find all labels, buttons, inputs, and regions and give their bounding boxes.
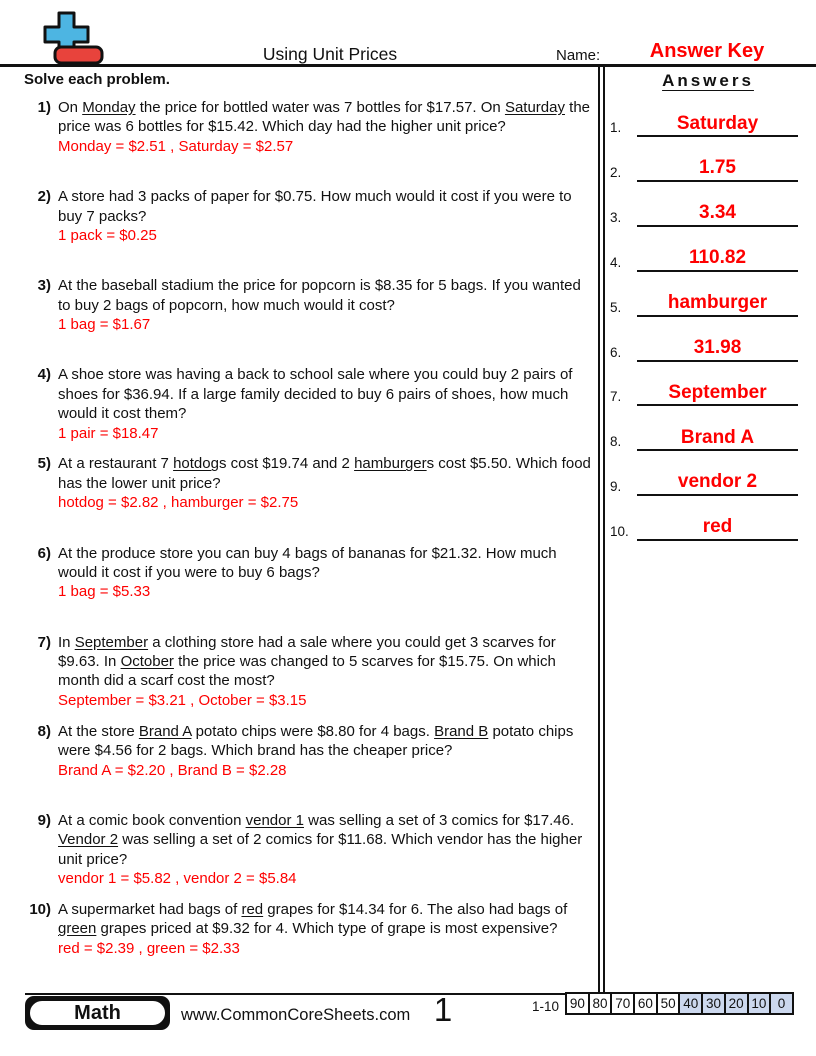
problem-number: 5) <box>37 455 51 473</box>
answer-slot-value: September <box>637 381 798 407</box>
problem-worked-answer: 1 pair = $18.47 <box>58 424 159 442</box>
problem-question: At the store Brand A potato chips were $8.80 for 4 bags. Brand B potato chips were $4.56 for 2 bags. Which brand has the cheaper price? <box>58 722 574 760</box>
problem-question: At a restaurant 7 hotdogs cost $19.74 and 2 hamburgers cost $5.50. Which food has the lower unit price? <box>58 455 591 492</box>
problem-row <box>28 722 596 780</box>
problem-row <box>28 900 596 958</box>
problem-question: At the produce store you can buy 4 bags of bananas for $21.32. How much would it cost if you were to buy 6 bags? <box>58 544 557 581</box>
answer-slot-value: hamburger <box>637 291 798 317</box>
answer-slot-number: 7. <box>610 389 622 405</box>
underlined-term: Vendor 2 <box>58 831 119 849</box>
answer-slot-value: vendor 2 <box>637 470 798 496</box>
math-subject-label: Math <box>28 999 167 1027</box>
problem-worked-answer: September = $3.21 , October = $3.15 <box>58 691 307 709</box>
problem-worked-answer: Brand A = $2.20 , Brand B = $2.28 <box>58 761 287 779</box>
score-cell: 30 <box>701 994 724 1013</box>
problem-number: 6) <box>37 544 51 562</box>
underlined-term: vendor 1 <box>245 811 304 829</box>
answer-slot-number: 8. <box>610 434 622 450</box>
problem-number: 1) <box>37 99 51 116</box>
answer-slot <box>610 109 798 137</box>
answer-slot <box>610 378 798 406</box>
problem-row <box>28 544 596 602</box>
answers-heading: Answers <box>662 71 754 90</box>
underlined-term: hotdog <box>173 455 219 473</box>
problem-number: 9) <box>37 811 51 829</box>
answer-slot <box>610 244 798 272</box>
problem-text <box>58 276 596 334</box>
problem-text <box>58 365 596 443</box>
problem-text <box>58 454 596 512</box>
answer-slot-value: 31.98 <box>637 336 798 362</box>
problem-row <box>28 365 596 443</box>
answer-slot-number: 10. <box>610 523 629 539</box>
website-text: www.CommonCoreSheets.com <box>181 1006 411 1024</box>
problem-row <box>28 454 596 512</box>
answer-slot-value: 3.34 <box>637 201 798 227</box>
problem-question: A supermarket had bags of red grapes for $14.34 for 6. The also had bags of green grapes priced at $9.32 for 4. Which type of grape is most expensive? <box>58 900 568 938</box>
answer-slot <box>610 513 798 541</box>
problem-text <box>58 544 596 602</box>
problem-number: 3) <box>37 277 51 295</box>
score-cell: 70 <box>610 994 633 1013</box>
problem-question: In September a clothing store had a sale where you could get 3 scarves for $9.63. In October the price was changed to 5 scarves for $15.75. On which month did a scarf cost the most? <box>58 633 556 690</box>
answer-slot <box>610 468 798 496</box>
answer-slot-value: 110.82 <box>637 246 798 272</box>
answer-slot <box>610 289 798 317</box>
answer-slot-number: 2. <box>610 165 622 181</box>
math-subject-badge <box>25 996 170 1030</box>
page-number: 1 <box>433 991 453 1028</box>
answer-slot-number: 4. <box>610 254 622 270</box>
problem-row <box>28 811 596 889</box>
answers-column-divider <box>598 67 605 993</box>
score-cell: 50 <box>656 994 679 1013</box>
underlined-term: September <box>74 633 149 651</box>
answer-slot-number: 6. <box>610 344 622 360</box>
problem-row <box>28 276 596 334</box>
answer-slot-number: 1. <box>610 120 622 136</box>
answer-slot <box>610 199 798 227</box>
answer-slot-number: 5. <box>610 299 622 315</box>
answer-slot-value: Brand A <box>637 426 798 452</box>
score-cell: 10 <box>747 994 770 1013</box>
problem-row <box>28 187 596 245</box>
problem-question: On Monday the price for bottled water was 7 bottles for $17.57. On Saturday the price was 6 bottles for $15.42. Which day had the higher unit price? <box>58 99 591 136</box>
problem-number: 10) <box>29 900 51 918</box>
answer-slot-number: 9. <box>610 479 622 495</box>
score-cell: 40 <box>678 994 701 1013</box>
score-tracker-table <box>565 992 794 1015</box>
score-cell: 80 <box>588 994 611 1013</box>
problem-row <box>28 633 596 711</box>
score-cell: 60 <box>633 994 656 1013</box>
problem-text <box>58 98 596 156</box>
commoncoresheets-plus-minus-logo-icon <box>28 8 108 66</box>
problem-worked-answer: vendor 1 = $5.82 , vendor 2 = $5.84 <box>58 870 297 888</box>
problem-worked-answer: hotdog = $2.82 , hamburger = $2.75 <box>58 494 299 512</box>
answer-slot-number: 3. <box>610 210 622 225</box>
underlined-term: green <box>58 920 97 938</box>
problem-worked-answer: 1 pack = $0.25 <box>58 226 157 244</box>
underlined-term: hamburger <box>354 455 427 473</box>
problem-worked-answer: 1 bag = $5.33 <box>58 583 151 601</box>
problem-number: 2) <box>37 188 51 206</box>
problem-text <box>58 722 596 780</box>
underlined-term: Saturday <box>504 99 565 116</box>
answer-slot-value: Saturday <box>637 112 798 138</box>
underlined-term: red <box>241 900 264 918</box>
problem-worked-answer: 1 bag = $1.67 <box>58 316 151 333</box>
underlined-term: Brand A <box>138 722 192 740</box>
answer-slot <box>610 334 798 362</box>
problem-row <box>28 98 596 156</box>
header-divider-line <box>0 64 816 67</box>
underlined-term: October <box>120 653 174 670</box>
page-title: Using Unit Prices <box>262 44 398 64</box>
problem-text <box>58 187 596 245</box>
problem-worked-answer: red = $2.39 , green = $2.33 <box>58 939 240 957</box>
score-cell: 20 <box>724 994 747 1013</box>
name-label: Name: <box>556 47 601 64</box>
problem-question: A shoe store was having a back to school sale where you could buy 2 pairs of shoes for $36.94. If a large family decided to buy 6 pairs of shoes, how much would it cost them? <box>58 366 573 423</box>
answer-slot-value: 1.75 <box>637 156 798 182</box>
problem-question: At the baseball stadium the price for popcorn is $8.35 for 5 bags. If you wanted to buy 2 bags of popcorn, how much would it cost? <box>58 277 581 314</box>
problem-number: 4) <box>37 366 51 384</box>
answer-slot <box>610 423 798 451</box>
score-cell: 0 <box>769 994 792 1013</box>
problem-worked-answer: Monday = $2.51 , Saturday = $2.57 <box>58 137 294 155</box>
problem-text <box>58 900 596 958</box>
problem-text <box>58 633 596 711</box>
underlined-term: Monday <box>82 99 136 116</box>
answer-slot <box>610 154 798 182</box>
instruction-text: Solve each problem. <box>24 71 170 88</box>
problem-question: At a comic book convention vendor 1 was selling a set of 3 comics for $17.46. Vendor 2 was selling a set of 2 comics for $11.68. Which vendor has the higher unit price? <box>58 811 583 868</box>
underlined-term: Brand B <box>434 722 489 740</box>
answer-slot-value: red <box>637 515 798 541</box>
problem-number: 8) <box>37 722 51 740</box>
problem-question: A store had 3 packs of paper for $0.75. How much would it cost if you were to buy 7 packs? <box>58 188 572 225</box>
problem-number: 7) <box>37 633 51 651</box>
problem-text <box>58 811 596 889</box>
score-cell: 90 <box>569 996 585 1011</box>
score-range-label: 1-10 <box>531 999 559 1014</box>
name-value-answer-key: Answer Key <box>649 40 765 62</box>
